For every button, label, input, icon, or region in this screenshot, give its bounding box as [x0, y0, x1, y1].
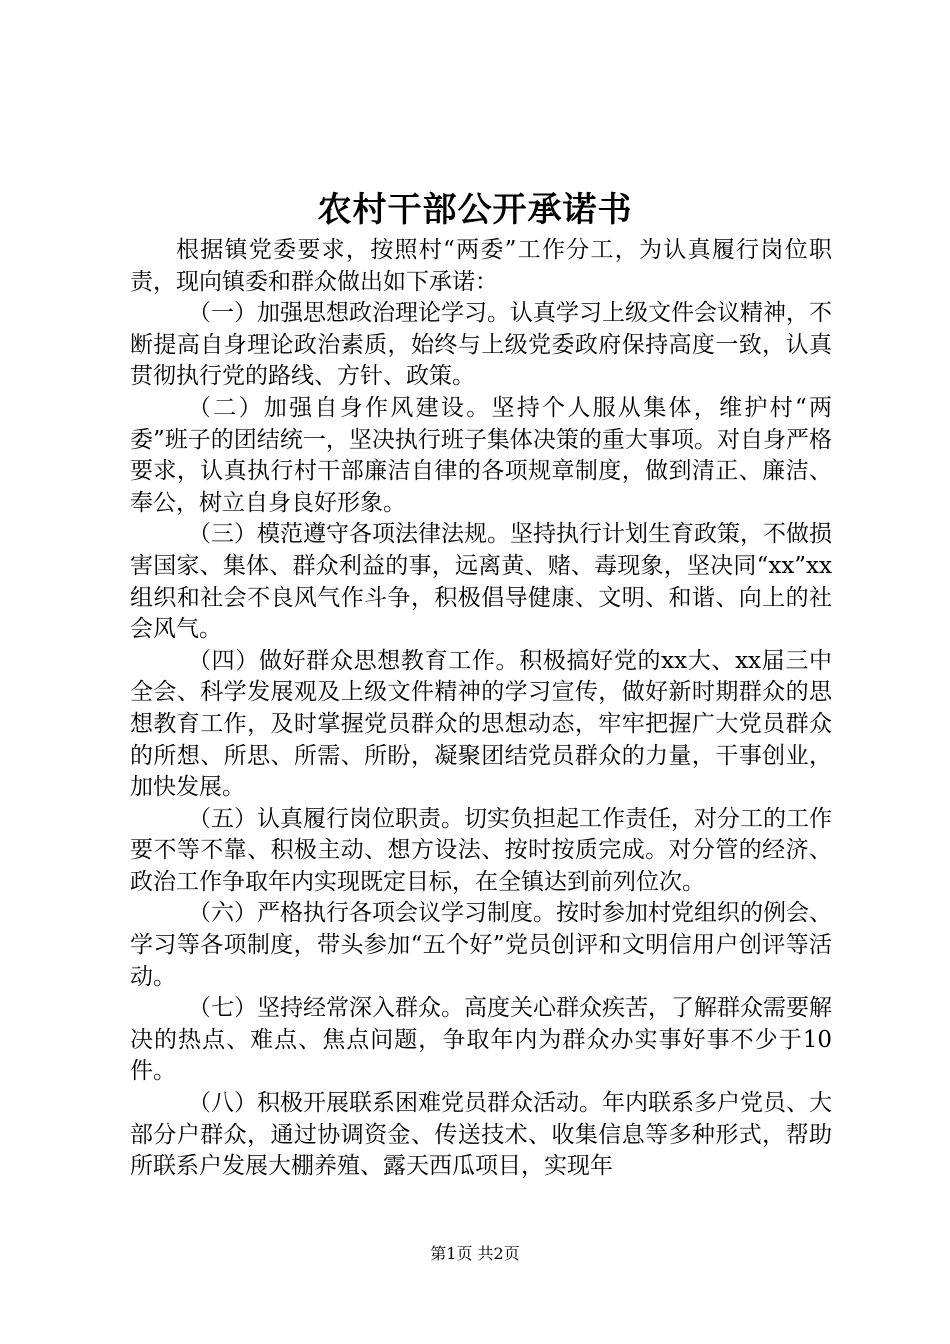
commitment-item-7: （七）坚持经常深入群众。高度关心群众疾苦，了解群众需要解决的热点、难点、焦点问题，争取年内为群众办实事好事不少于10件。 [130, 995, 832, 1085]
document-title: 农村干部公开承诺书 [317, 190, 633, 230]
intro-paragraph: 根据镇党委要求，按照村“两委”工作分工，为认真履行岗位职责，现向镇委和群众做出如下承诺： [130, 237, 832, 295]
document-body [130, 235, 832, 1183]
commitment-item-8: （八）积极开展联系困难党员群众活动。年内联系多户党员、大部分户群众，通过协调资金、传送技术、收集信息等多种形式，帮助所联系户发展大棚养殖、露天西瓜项目，实现年 [130, 1090, 832, 1180]
commitment-item-1: （一）加强思想政治理论学习。认真学习上级文件会议精神，不断提高自身理论政治素质，始终与上级党委政府保持高度一致，认真贯彻执行党的路线、方针、政策。 [130, 300, 832, 390]
commitment-item-4: （四）做好群众思想教育工作。积极搞好党的xx大、xx届三中全会、科学发展观及上级文件精神的学习宣传，做好新时期群众的思想教育工作，及时掌握党员群众的思想动态，牢牢把握广大党员群众的所想、所思、所需、所盼，凝聚团结党员群众的力量，干事创业，加快发展。 [130, 647, 832, 801]
page-footer: 第1页 共2页 [430, 1244, 520, 1263]
commitment-item-6: （六）严格执行各项会议学习制度。按时参加村党组织的例会、学习等各项制度，带头参加“五个好”党员创评和文明信用户创评等活动。 [130, 900, 832, 990]
commitment-item-3: （三）模范遵守各项法律法规。坚持执行计划生育政策，不做损害国家、集体、群众利益的事，远离黄、赌、毒现象，坚决同“xx”xx组织和社会不良风气作斗争，积极倡导健康、文明、和谐、向上的社会风气。 [130, 521, 832, 643]
commitment-item-5: （五）认真履行岗位职责。切实负担起工作责任，对分工的工作要不等不靠、积极主动、想方设法、按时按质完成。对分管的经济、政治工作争取年内实现既定目标，在全镇达到前列位次。 [130, 805, 832, 895]
commitment-item-2: （二）加强自身作风建设。坚持个人服从集体，维护村“两委”班子的团结统一，坚决执行班子集体决策的重大事项。对自身严格要求，认真执行村干部廉洁自律的各项规章制度，做到清正、廉洁、奉公，树立自身良好形象。 [130, 394, 832, 516]
